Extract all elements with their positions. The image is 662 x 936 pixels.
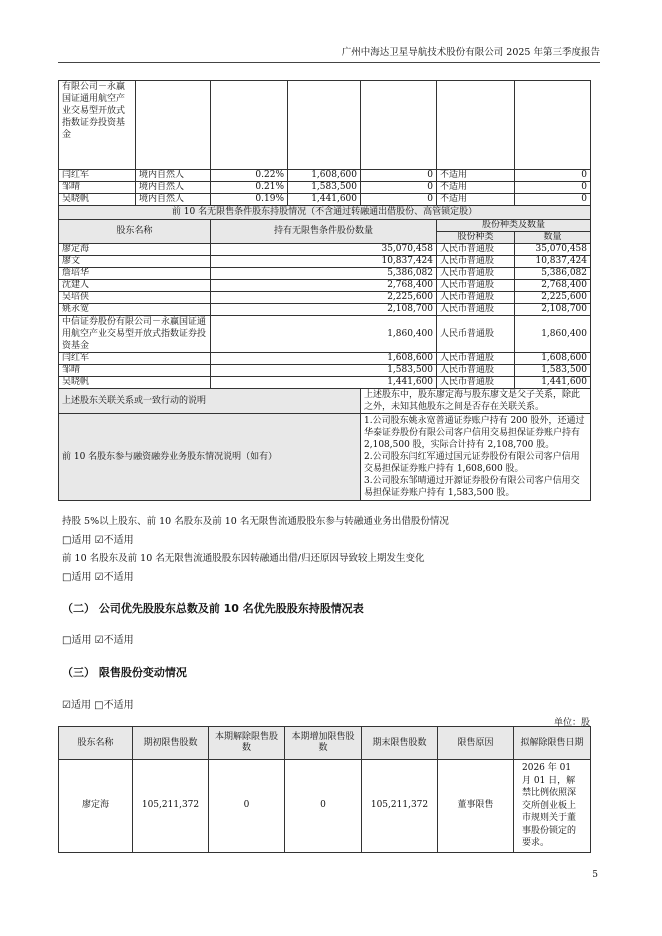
table-row: 吴晓帆 境内自然人 0.19% 1,441,600 0 不适用 0	[59, 194, 591, 206]
header-row: 股东名称 持有无限售条件股份数量 股份种类及数量	[59, 220, 591, 232]
header-divider	[58, 62, 600, 63]
table-row: 中信证券股份有限公司－永赢国证通用航空产业交易型开放式指数证券投资基金 1,860,400 人民币普通股 1,860,400	[59, 316, 591, 353]
table-row: 吴晓帆 1,441,600 人民币普通股 1,441,600	[59, 377, 591, 389]
margin-note-3: 3.公司股东邹晴通过开源证券股份有限公司客户信用交易担保证券账户持有 1,583,500 股。	[364, 476, 580, 498]
table-row: 吴培侠 2,225,600 人民币普通股 2,225,600	[59, 292, 591, 304]
table-row: 姚永宽 2,108,700 人民币普通股 2,108,700	[59, 304, 591, 316]
section-title: （三） 限售股份变动情况	[62, 666, 187, 679]
table-row: 詹培华 5,386,082 人民币普通股 5,386,082	[59, 268, 591, 280]
margin-note-2: 2.公司股东闫红军通过国元证券股份有限公司客户信用交易担保证券账户持有 1,608,600 股。	[364, 452, 580, 474]
applicable-checkbox[interactable]: ☑适用 □不适用	[62, 700, 134, 711]
margin-note-1: 1.公司股东姚永宽普通证券账户持有 200 股外，还通过华泰证券股份有限公司客户信用交易担保证券账户持有 2,108,500 股，实际合计持有 2,108,700 股。	[364, 416, 585, 450]
section-title-row: 前 10 名无限售条件股东持股情况（不含通过转融通出借股份、高管锁定股）	[59, 206, 591, 220]
header-row: 股东名称 期初限售股数 本期解除限售股数 本期增加限售股数 期末限售股数 限售原因 拟解除限售日期	[59, 727, 591, 760]
table-row: 邹晴 1,583,500 人民币普通股 1,583,500	[59, 365, 591, 377]
shareholder-name: 有限公司－永赢国证通用航空产业交易型开放式指数证券投资基金	[59, 81, 136, 170]
paragraph-change: 前 10 名股东及前 10 名无限售流通股股东因转融通出借/归还原因导致较上期发生变化	[62, 553, 425, 564]
margin-row: 前 10 名股东参与融资融券业务股东情况说明（如有） 1.公司股东姚永宽普通证券账户持有 200 股外，还通过华泰证券股份有限公司客户信用交易担保证券账户持有 2,108,500 股，实际合计持有 2,108,700 股。 2.公司股东闫红军通过国元证券股份有限公司客户信用交易担保证券账户持有 1,608,600 股。 3.公司股东邹晴通过开源证券股份有限公司客户信用交易担保证券账户持有 1,583,500 股。	[59, 414, 591, 501]
table-row: 廖文 10,837,424 人民币普通股 10,837,424	[59, 256, 591, 268]
unit-label: 单位：股	[553, 718, 590, 728]
relation-row: 上述股东关联关系或一致行动的说明 上述股东中，股东廖定海与股东廖文是父子关系，除此之外，未知其他股东之间是否存在关联关系。	[59, 389, 591, 414]
page-number: 5	[592, 870, 598, 880]
header-row: 股份种类 数量	[59, 232, 591, 244]
shareholders-table	[58, 80, 591, 501]
table-row: 邹晴 境内自然人 0.21% 1,583,500 0 不适用 0	[59, 182, 591, 194]
report-header: 广州中海达卫星导航技术股份有限公司 2025 年第三季度报告	[341, 47, 600, 58]
paragraph-lending: 持股 5%以上股东、前 10 名股东及前 10 名无限售流通股股东参与转融通业务出借股份情况	[62, 516, 449, 527]
table-row	[59, 81, 591, 170]
table-row: 闫红军 境内自然人 0.22% 1,608,600 0 不适用 0	[59, 170, 591, 182]
table-row: 廖定海 105,211,372 0 0 105,211,372 董事限售 2026 年 01 月 01 日，解禁比例依照深交所创业板上市规则关于董事股份锁定的要求。	[59, 760, 591, 853]
section-title: （二） 公司优先股股东总数及前 10 名优先股股东持股情况表	[62, 602, 364, 615]
table-row: 闫红军 1,608,600 人民币普通股 1,608,600	[59, 353, 591, 365]
table-row: 沈建人 2,768,400 人民币普通股 2,768,400	[59, 280, 591, 292]
restricted-shares-table	[58, 726, 591, 853]
applicable-checkbox[interactable]: □适用 ☑不适用	[62, 572, 134, 583]
table-row: 廖定海 35,070,458 人民币普通股 35,070,458	[59, 244, 591, 256]
applicable-checkbox[interactable]: □适用 ☑不适用	[62, 635, 134, 646]
applicable-checkbox[interactable]: □适用 ☑不适用	[62, 535, 134, 546]
